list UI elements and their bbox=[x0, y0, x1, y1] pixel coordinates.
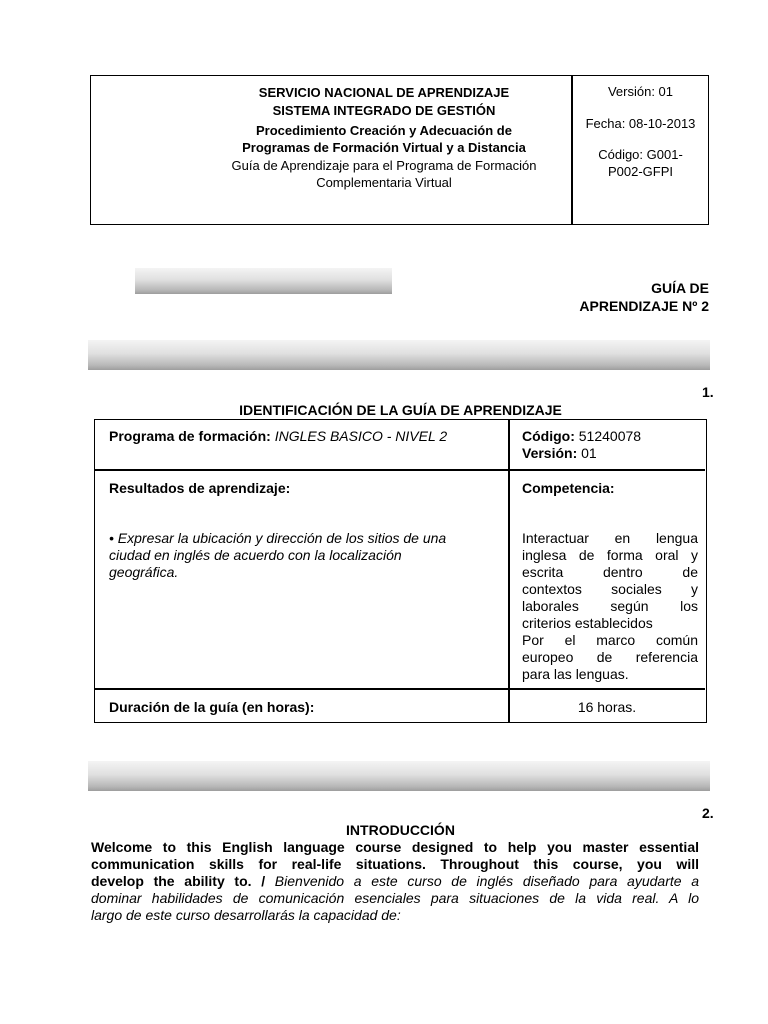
header-titles bbox=[91, 76, 573, 224]
competence-text bbox=[522, 530, 698, 683]
header-meta bbox=[573, 76, 708, 224]
header-version: Versión: 01 bbox=[607, 84, 674, 99]
header-code-line1: Código: G001- bbox=[598, 147, 683, 162]
guide-title bbox=[579, 279, 709, 315]
competence-line: Por el marco común bbox=[522, 632, 698, 648]
intro-spanish-line: dominar habilidades de comunicación esenciales para situaciones de la vida real. A lo bbox=[91, 890, 699, 906]
intro-spanish-line: largo de este curso desarrollarás la capacidad de: bbox=[91, 907, 401, 923]
program-cell bbox=[109, 428, 447, 445]
learning-result bbox=[109, 530, 494, 581]
program-label: Programa de formación: bbox=[109, 428, 271, 444]
results-label: Resultados de aprendizaje: bbox=[109, 480, 291, 496]
program-value: INGLES BASICO - NIVEL 2 bbox=[274, 428, 448, 444]
competence-line: para las lenguas. bbox=[522, 666, 629, 682]
procedure-line1: Procedimiento Creación y Adecuación de bbox=[256, 123, 512, 138]
guide-title-line2: APRENDIZAJE Nº 2 bbox=[579, 298, 709, 314]
document-header bbox=[90, 75, 709, 225]
system-name: SISTEMA INTEGRADO DE GESTIÓN bbox=[272, 103, 496, 118]
decorative-bar-short bbox=[135, 268, 392, 294]
competence-line: inglesa de forma oral y bbox=[522, 547, 698, 563]
guide-title-line1: GUÍA DE bbox=[651, 280, 709, 296]
intro-english-line: communication skills for real-life situations. Throughout this course, you will bbox=[91, 856, 699, 872]
code-label: Código: bbox=[522, 428, 575, 444]
intro-spanish-start: Bienvenido a este curso de inglés diseñado para ayudarte a bbox=[265, 873, 699, 889]
procedure-line2: Programas de Formación Virtual y a Distancia bbox=[242, 140, 526, 155]
competence-line: Interactuar en lengua bbox=[522, 530, 698, 546]
section-title-2: INTRODUCCIÓN bbox=[346, 822, 455, 838]
section-number-1: 1. bbox=[702, 384, 714, 400]
guide-desc-line1: Guía de Aprendizaje para el Programa de Formación bbox=[231, 158, 537, 173]
table-divider-row2 bbox=[95, 688, 705, 690]
header-code-line2: P002-GFPI bbox=[607, 164, 674, 179]
section-bar-1 bbox=[88, 340, 710, 370]
intro-paragraph bbox=[91, 839, 699, 924]
header-date: Fecha: 08-10-2013 bbox=[585, 116, 696, 131]
competence-line: contextos sociales y bbox=[522, 581, 698, 597]
competence-line: europeo de referencia bbox=[522, 649, 698, 665]
competence-line: laborales según los bbox=[522, 598, 698, 614]
competence-line: criterios establecidos bbox=[522, 615, 653, 631]
identification-table bbox=[94, 419, 707, 723]
version-value: 01 bbox=[581, 445, 597, 461]
intro-english-end: develop the ability to. / bbox=[91, 873, 266, 889]
duration-value: 16 horas. bbox=[577, 699, 637, 715]
section-bar-2 bbox=[88, 761, 710, 791]
competence-line: escrita dentro de bbox=[522, 564, 698, 580]
duration-label: Duración de la guía (en horas): bbox=[109, 699, 315, 715]
intro-english-line: Welcome to this English language course designed to help you master essential bbox=[91, 839, 699, 855]
section-number-2: 2. bbox=[702, 805, 714, 821]
institution-name: SERVICIO NACIONAL DE APRENDIZAJE bbox=[258, 85, 510, 100]
table-divider-row1 bbox=[95, 469, 705, 471]
section-title-1: IDENTIFICACIÓN DE LA GUÍA DE APRENDIZAJE bbox=[239, 402, 562, 418]
learning-result-line: geográfica. bbox=[109, 564, 179, 580]
guide-desc-line2: Complementaria Virtual bbox=[316, 175, 452, 190]
code-value: 51240078 bbox=[578, 428, 642, 444]
learning-result-line: • Expresar la ubicación y dirección de los sitios de una bbox=[109, 530, 447, 546]
competence-label: Competencia: bbox=[522, 480, 615, 496]
learning-result-line: ciudad en inglés de acuerdo con la localización bbox=[109, 547, 402, 563]
code-cell bbox=[522, 428, 641, 462]
version-label: Versión: bbox=[522, 445, 578, 461]
intro-mixed-line bbox=[91, 873, 699, 890]
table-divider-vertical bbox=[508, 420, 510, 722]
